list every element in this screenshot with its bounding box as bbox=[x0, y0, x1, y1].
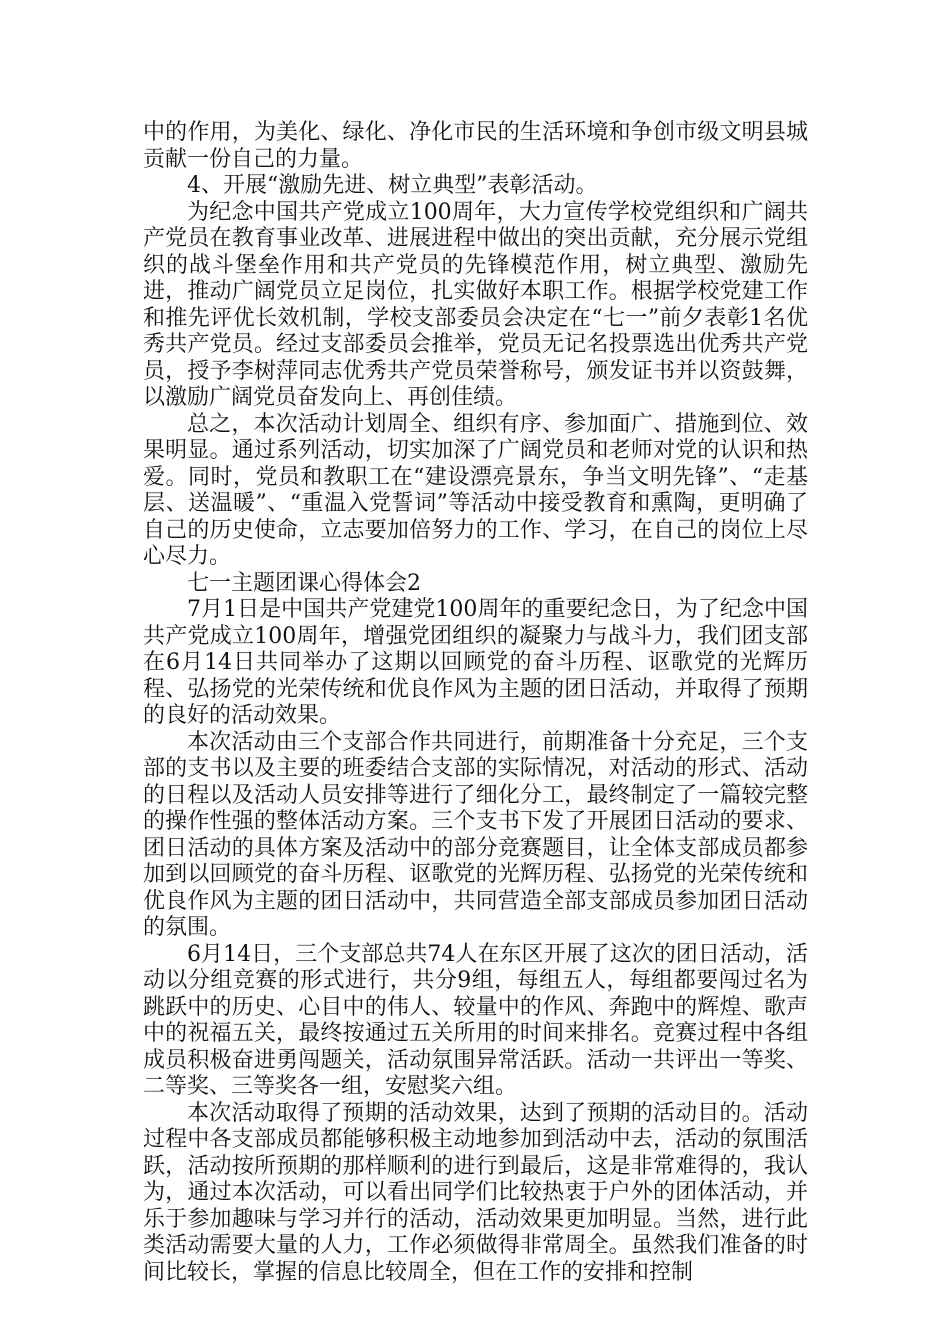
paragraph-item-4: 4、开展“激励先进、树立典型”表彰活动。 bbox=[187, 173, 598, 198]
paragraph-commemoration: 为纪念中国共产党成立100周年，大力宣传学校党组织和广阔共产党员在教育事业改革、进展进程中做出的突出贡献，充分展示党组织的战斗堡垒作用和共产党员的先锋模范作用，树立典型、激励先进，推动广阔党员立足岗位，扎实做好本职工作。根据学校党建工作和推先评优长效机制，学校支部委员会决定在“七一”前夕表彰1名优秀共产党员。经过支部委员会推举，党员无记名投票选出优秀共产党员，授予李树萍同志优秀共产党员荣誉称号，颁发证书并以资鼓舞，以激励广阔党员奋发向上、再创佳绩。 bbox=[143, 199, 808, 410]
paragraph-intro: 7月1日是中国共产党建党100周年的重要纪念日，为了纪念中国共产党成立100周年，增强党团组织的凝聚力与战斗力，我们团支部在6月14日共同举办了这期以回顾党的奋斗历程、讴歌党的光辉历程、弘扬党的光荣传统和优良作风为主题的团日活动，并取得了预期的良好的活动效果。 bbox=[143, 597, 808, 728]
paragraph-results: 本次活动取得了预期的活动效果，达到了预期的活动目的。活动过程中各支部成员都能够积极主动地参加到活动中去，活动的氛围活跃，活动按所预期的那样顺利的进行到最后，这是非常难得的，我认为，通过本次活动，可以看出同学们比较热衷于户外的团体活动，并乐于参加趣味与学习并行的活动，活动效果更加明显。当然，进行此类活动需要大量的人力，工作必须做得非常周全。虽然我们准备的时间比较长，掌握的信息比较周全，但在工作的安排和控制 bbox=[143, 1100, 808, 1285]
paragraph-preparation: 本次活动由三个支部合作共同进行，前期准备十分充足，三个支部的支书以及主要的班委结合支部的实际情况，对活动的形式、活动的日程以及活动人员安排等进行了细化分工，最终制定了一篇较完整的操作性强的整体活动方案。三个支书下发了开展团日活动的要求、团日活动的具体方案及活动中的部分竞赛题目，让全体支部成员都参加到以回顾党的奋斗历程、讴歌党的光辉历程、弘扬党的光荣传统和优良作风为主题的团日活动中，共同营造全部支部成员参加团日活动的氛围。 bbox=[143, 729, 808, 940]
section-heading: 七一主题团课心得体会2 bbox=[187, 570, 421, 596]
paragraph-continuation: 中的作用，为美化、绿化、净化市民的生活环境和争创市级文明县城贡献一份自己的力量。 bbox=[143, 120, 808, 172]
paragraph-event: 6月14日，三个支部总共74人在东区开展了这次的团日活动，活动以分组竞赛的形式进行，共分9组，每组五人，每组都要闯过名为跳跃中的历史、心目中的伟人、较量中的作风、奔跑中的辉煌、歌声中的祝福五关，最终按通过五关所用的时间来排名。竞赛过程中各组成员积极奋进勇闯题关，活动氛围异常活跃。活动一共评出一等奖、二等奖、三等奖各一组，安慰奖六组。 bbox=[143, 941, 808, 1099]
paragraph-summary: 总之，本次活动计划周全、组织有序、参加面广、措施到位、效果明显。通过系列活动，切实加深了广阔党员和老师对党的认识和热爱。同时，党员和教职工在“建设漂亮景东，争当文明先锋”、“走基层、送温暖”、“重温入党誓词”等活动中接受教育和熏陶，更明确了自己的历史使命，立志要加倍努力的工作、学习，在自己的岗位上尽心尽力。 bbox=[143, 411, 808, 569]
document-page bbox=[143, 120, 808, 1286]
